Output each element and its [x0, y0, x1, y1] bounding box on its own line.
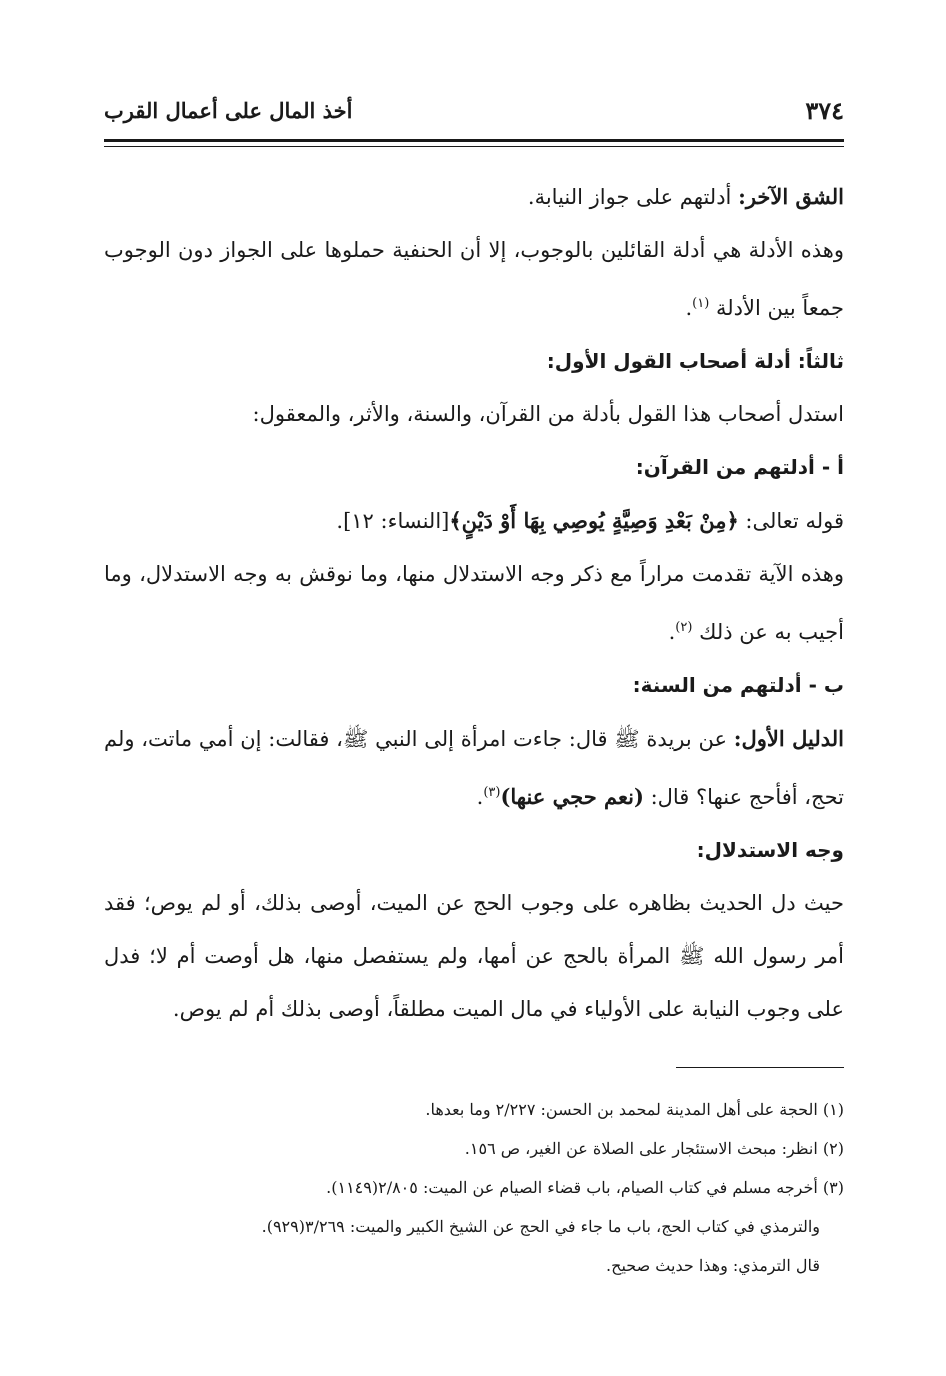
- header-rule-thin: [104, 146, 844, 147]
- running-title: أخذ المال على أعمال القرب: [104, 98, 353, 123]
- paragraph-lead: الدليل الأول:: [733, 726, 844, 751]
- paragraph-other-side: [104, 170, 844, 224]
- footnote-3-note: قال الترمذي: وهذا حديث صحيح.: [606, 1256, 820, 1275]
- footnote-ref-3: (٣): [483, 785, 501, 800]
- section-heading-third: ثالثاً: أدلة أصحاب القول الأول:: [546, 349, 844, 373]
- paragraph-end: .: [685, 296, 693, 320]
- paragraph-text: وهذه الأدلة هي أدلة القائلين بالوجوب، إلا أن الحنفية حملوها على الجواز دون الوجوب جمعاً بين الأدلة: [104, 238, 844, 320]
- footnote-3: (٣) أخرجه مسلم في كتاب الصيام، باب قضاء الصيام عن الميت: ٢/٨٠٥(١١٤٩).: [326, 1178, 844, 1197]
- hadith-quote: (نعم حجي عنها): [500, 784, 644, 809]
- main-text: [104, 170, 844, 1036]
- verse-intro: قوله تعالى:: [738, 509, 844, 533]
- page-number: ٣٧٤: [805, 96, 844, 125]
- footnote-ref-1: (١): [692, 296, 710, 311]
- paragraph-text: أدلتهم على جواز النيابة.: [527, 185, 739, 209]
- paragraph-sources: استدل أصحاب هذا القول بأدلة من القرآن، والسنة، والأثر، والمعقول:: [252, 402, 844, 426]
- footnotes: [104, 1090, 844, 1285]
- footnote-separator: [676, 1067, 844, 1068]
- paragraph-end: .: [668, 620, 676, 644]
- verse-reference: [النساء: ١٢].: [336, 509, 450, 533]
- paragraph-verse-discussion: [104, 548, 844, 659]
- subheading-inference: وجه الاستدلال:: [696, 838, 844, 862]
- paragraph-first-evidence: [104, 712, 844, 824]
- footnote-3-continued: والترمذي في كتاب الحج، باب ما جاء في الحج عن الشيخ الكبير والميت: ٣/٢٦٩(٩٢٩).: [261, 1217, 820, 1236]
- quran-verse: ﴿مِنْ بَعْدِ وَصِيَّةٍ يُوصِي بِهَا أَوْ دَيْنٍ﴾: [449, 508, 739, 533]
- paragraph-evidence-note: [104, 224, 844, 335]
- footnote-ref-2: (٢): [675, 620, 693, 635]
- paragraph-lead: الشق الآخر:: [738, 184, 844, 209]
- subheading-sunnah: ب - أدلتهم من السنة:: [632, 673, 844, 697]
- footnote-1: (١) الحجة على أهل المدينة لمحمد بن الحسن: ٢/٢٢٧ وما بعدها.: [425, 1100, 844, 1119]
- paragraph-text: وهذه الآية تقدمت مراراً مع ذكر وجه الاستدلال منها، وما نوقش به وجه الاستدلال، وما أجيب به عن ذلك: [104, 562, 844, 644]
- subheading-quran: أ - أدلتهم من القرآن:: [635, 455, 844, 479]
- paragraph-inference: حيث دل الحديث بظاهره على وجوب الحج عن الميت، أوصى بذلك، أو لم يوص؛ فقد أمر رسول الله ﷺ المرأة بالحج عن أمها، ولم يستفصل منها، هل أوصت أم لا؛ فدل على وجوب النيابة على الأولياء في مال الميت مطلقاً، أوصى بذلك أم لم يوص.: [104, 891, 844, 1021]
- paragraph-text: عن بريدة ﷺ قال: جاءت امرأة إلى النبي ﷺ، فقالت: إن أمي ماتت، ولم تحج، أفأحج عنها؟ قال:: [104, 727, 844, 809]
- footnote-2: (٢) انظر: مبحث الاستئجار على الصلاة عن الغير، ص ١٥٦.: [464, 1139, 844, 1158]
- paragraph-end: .: [476, 785, 484, 809]
- header-rule-thick: [104, 139, 844, 142]
- paragraph-verse: [104, 494, 844, 548]
- page-header: [104, 96, 844, 136]
